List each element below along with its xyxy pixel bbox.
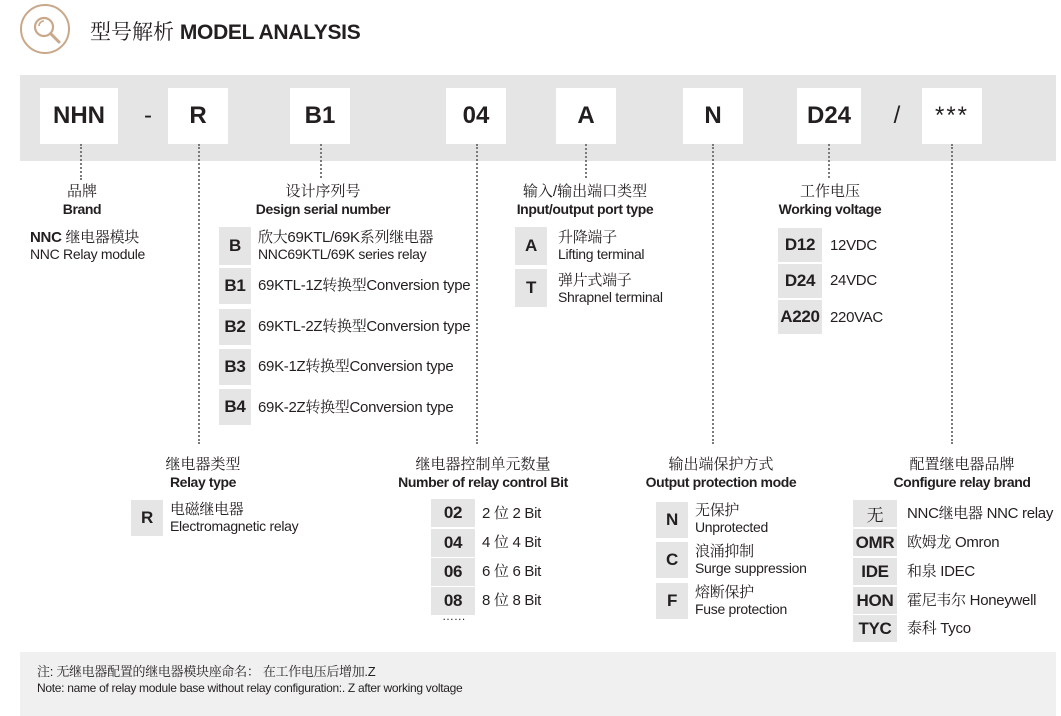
code-segment-io-port: A — [556, 88, 616, 144]
title-cn: 型号解析 — [90, 21, 174, 44]
leader-line — [476, 144, 478, 444]
relay-type-desc-r: 电磁继电器 Electromagnetic relay — [170, 501, 299, 534]
bits-key-02: 02 — [431, 499, 475, 527]
code-separator-slash: / — [893, 102, 901, 129]
brand-key-none: 无 — [853, 500, 897, 527]
serial-desc-b4: 69K-2Z转换型Conversion type — [258, 399, 454, 416]
protection-desc-f: 熔断保护 Fuse protection — [695, 584, 787, 617]
protection-desc-n: 无保护 Unprotected — [695, 502, 768, 535]
brand-key-omr: OMR — [853, 529, 897, 556]
brand-label: 品牌 Brand — [62, 183, 102, 217]
io-port-label: 输入/输出端口类型 Input/output port type — [516, 183, 654, 217]
leader-line — [80, 144, 82, 180]
protection-desc-c: 浪涌抑制 Surge suppression — [695, 543, 807, 576]
serial-key-b3: B3 — [219, 349, 251, 385]
brand-desc-idec: 和泉 IDEC — [907, 563, 975, 580]
voltage-key-d24: D24 — [778, 264, 822, 298]
serial-key-b1: B1 — [219, 268, 251, 304]
bits-desc-06: 6 位 6 Bit — [482, 563, 541, 580]
footnote — [37, 663, 462, 697]
relay-brand-label: 配置继电器品牌 Configure relay brand — [893, 456, 1031, 490]
brand-value: NNC 继电器模块 NNC Relay module — [30, 229, 146, 262]
voltage-key-a220: A220 — [778, 300, 822, 334]
serial-key-b4: B4 — [219, 389, 251, 425]
serial-desc-b3: 69K-1Z转换型Conversion type — [258, 358, 454, 375]
brand-key-hon: HON — [853, 587, 897, 614]
protection-label: 输出端保护方式 Output protection mode — [645, 456, 797, 490]
serial-key-b: B — [219, 227, 251, 265]
leader-line — [198, 144, 200, 444]
design-serial-label: 设计序列号 Design serial number — [255, 183, 391, 217]
title-en: MODEL ANALYSIS — [179, 21, 361, 44]
bits-more: …… — [442, 609, 466, 623]
io-key-t: T — [515, 269, 547, 307]
code-segment-control-bits: 04 — [446, 88, 506, 144]
protection-key-c: C — [656, 542, 688, 578]
code-segment-design-serial: B1 — [290, 88, 350, 144]
bits-desc-02: 2 位 2 Bit — [482, 505, 541, 522]
bits-key-08: 08 — [431, 587, 475, 615]
io-desc-a: 升降端子 Lifting terminal — [558, 229, 645, 262]
serial-desc-b: 欣大69KTL/69K系列继电器 NNC69KTL/69K series relay — [258, 229, 434, 262]
control-units-label: 继电器控制单元数量 Number of relay control Bit — [398, 456, 568, 490]
code-segment-protection: N — [683, 88, 743, 144]
footnote-cn: 注: 无继电器配置的继电器模块座命名： 在工作电压后增加.Z — [37, 664, 376, 679]
relay-type-label: 继电器类型 Relay type — [165, 456, 241, 490]
code-segment-brand: NHN — [40, 88, 118, 144]
leader-line — [585, 144, 587, 178]
brand-key-ide: IDE — [853, 558, 897, 585]
voltage-label: 工作电压 Working voltage — [778, 183, 882, 217]
brand-desc-tyco: 泰科 Tyco — [907, 620, 971, 637]
brand-desc-omron: 欧姆龙 Omron — [907, 534, 1000, 551]
bits-key-06: 06 — [431, 558, 475, 586]
io-desc-t: 弹片式端子 Shrapnel terminal — [558, 272, 663, 305]
bits-desc-04: 4 位 4 Bit — [482, 534, 541, 551]
bits-key-04: 04 — [431, 529, 475, 557]
voltage-key-d12: D12 — [778, 228, 822, 262]
protection-key-f: F — [656, 583, 688, 619]
code-segment-relay-brand: *** — [922, 88, 982, 144]
code-segment-voltage: D24 — [797, 88, 861, 144]
serial-desc-b1: 69KTL-1Z转换型Conversion type — [258, 277, 471, 294]
page-title — [90, 16, 360, 46]
leader-line — [320, 144, 322, 178]
io-key-a: A — [515, 227, 547, 265]
code-separator-dash: - — [144, 102, 152, 129]
leader-line — [712, 144, 714, 444]
voltage-desc-a220: 220VAC — [830, 309, 883, 326]
serial-desc-b2: 69KTL-2Z转换型Conversion type — [258, 318, 471, 335]
search-icon — [20, 4, 70, 54]
brand-key-tyc: TYC — [853, 615, 897, 642]
leader-line — [951, 144, 953, 444]
voltage-desc-d12: 12VDC — [830, 237, 877, 254]
brand-desc-honeywell: 霍尼韦尔 Honeywell — [907, 592, 1037, 609]
bits-desc-08: 8 位 8 Bit — [482, 592, 541, 609]
protection-key-n: N — [656, 502, 688, 538]
code-segment-relay-type: R — [168, 88, 228, 144]
serial-key-b2: B2 — [219, 309, 251, 345]
voltage-desc-d24: 24VDC — [830, 272, 877, 289]
leader-line — [828, 144, 830, 178]
brand-desc-nnc: NNC继电器 NNC relay — [907, 505, 1054, 522]
relay-type-key-r: R — [131, 500, 163, 536]
footnote-en: Note: name of relay module base without relay configuration:. Z after working voltage — [37, 681, 463, 695]
